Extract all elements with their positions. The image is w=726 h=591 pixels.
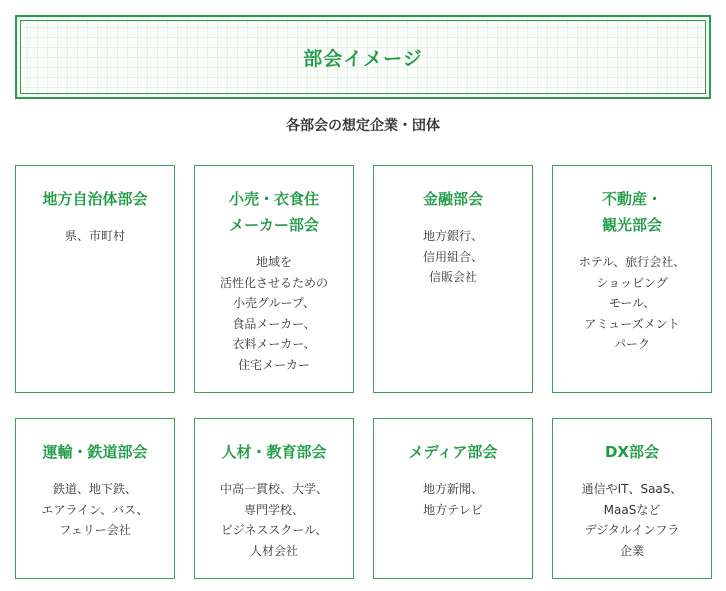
card-body-line: 信販会社 [428,270,477,284]
card-body-line: 地方銀行、 [422,229,483,243]
card-body [16,226,174,247]
card-title [553,439,711,465]
card-transport-railway [15,418,175,579]
card-body-line: アミューズメント [584,316,680,331]
card-title-line: 運輸・鉄道部会 [42,443,148,461]
card-retail-maker [194,165,354,393]
card-title-line: 人材・教育部会 [221,443,327,461]
card-body-line: 中高一貫校、大学、 [219,482,328,496]
card-title [16,439,174,465]
card-body-line: 通信やIT、SaaS、 [581,482,683,496]
card-body [195,479,353,561]
section-subtitle: 各部会の想定企業・団体 [286,118,440,134]
card-title [374,186,532,212]
card-body-line: 地方新聞、 [422,482,483,496]
card-title-line: メディア部会 [408,443,498,461]
card-real-estate-tourism [552,165,712,393]
card-hr-education [194,418,354,579]
card-body-line: 人材会社 [249,543,298,558]
card-title [195,439,353,465]
card-title-line: 地方自治体部会 [42,190,148,208]
card-body-line: 食品メーカー、 [232,316,316,331]
card-body-line: 企業 [619,543,644,558]
card-title-line: 小売・衣食住 [228,190,319,208]
card-body [553,252,711,355]
card-body-line: ショッピング [596,275,668,290]
card-body-line: 衣料メーカー、 [232,337,316,351]
card-dx [552,418,712,579]
card-body-line: 県、市町村 [64,229,125,243]
card-body-line: ビジネススクール、 [220,523,328,537]
card-body-line: 鉄道、地下鉄、 [52,482,137,496]
card-body-line: 住宅メーカー [238,357,310,372]
card-body [374,226,532,288]
card-title [195,186,353,238]
page-title: 部会イメージ [303,47,423,70]
card-media [373,418,533,579]
card-title-line: メーカー部会 [229,216,319,234]
card-body [16,479,174,541]
card-body-line: モール、 [608,296,656,310]
card-local-government [15,165,175,393]
title-banner [15,15,711,99]
card-body-line: 信用組合、 [422,249,483,264]
card-title-line: DX部会 [604,443,660,461]
card-body-line: デジタルインフラ [584,523,680,537]
card-body-line: ホテル、旅行会社、 [578,255,686,269]
card-body-line: 専門学校、 [243,502,304,517]
card-title [553,186,711,238]
card-title [16,186,174,212]
card-body-line: パーク [613,337,650,351]
card-body-line: 地方テレビ [423,502,483,517]
card-title-line: 観光部会 [601,216,662,234]
card-body [553,479,711,561]
card-title-line: 不動産・ [601,190,662,208]
card-body-line: フェリー会社 [59,523,131,537]
card-body-line: 地域を [255,255,292,269]
card-finance [373,165,533,393]
card-body [374,479,532,520]
card-body-line: 活性化させるための [219,275,328,290]
card-title [374,439,532,465]
card-body-line: 小売グループ、 [232,296,316,310]
card-title-line: 金融部会 [422,190,483,208]
card-body-line: MaaSなど [603,502,661,517]
card-body [195,252,353,375]
card-body-line: エアライン、バス、 [41,502,149,517]
